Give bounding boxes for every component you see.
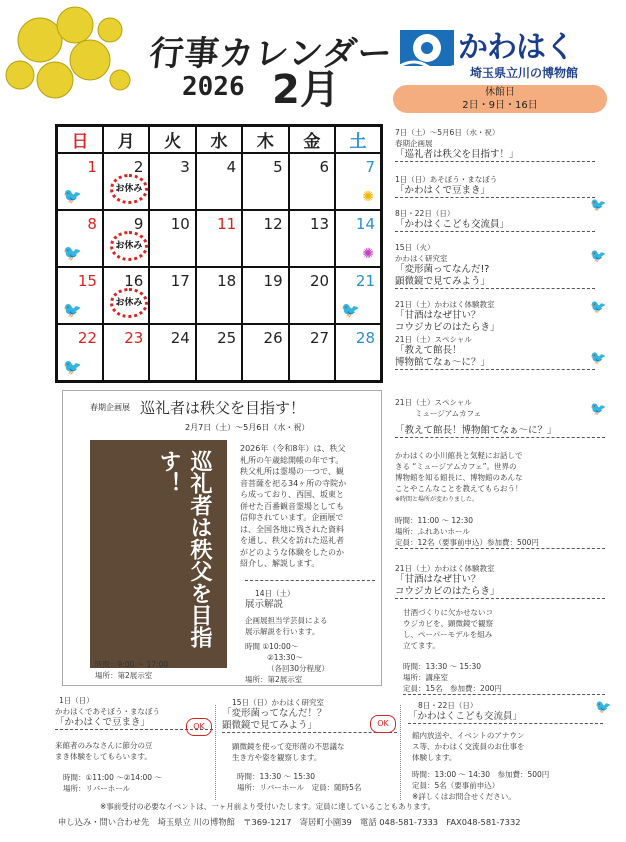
body-line: 顕微鏡を使って変形菌の不思議な xyxy=(232,742,345,751)
event-title: コウジカビのはたらき」 xyxy=(395,322,500,333)
event-date: 21日（土）スペシャル xyxy=(395,335,472,344)
closed-mark: お休み xyxy=(110,288,148,318)
feature-info xyxy=(95,659,168,681)
body-line: 生き方や姿を観察します。 xyxy=(232,753,322,762)
closed-mark: お休み xyxy=(110,231,148,261)
day-cell[interactable]: 24 xyxy=(149,324,195,381)
event-title: 「かわはくこども交流員」 xyxy=(408,711,603,724)
note: ※時間と場所が変わりました。 xyxy=(395,496,479,503)
note: ※詳しくはお問合せください。 xyxy=(412,792,516,801)
day-cell[interactable]: 8 🐦 xyxy=(57,210,103,267)
body-line: 企画展担当学芸員による xyxy=(245,616,328,625)
year: 2026 xyxy=(182,72,245,102)
day-cell[interactable]: 1 🐦 xyxy=(57,153,103,210)
event-place: 場所：講座室 xyxy=(403,673,448,682)
weekday: 土 xyxy=(335,126,381,154)
body-line: 秩父札所は霊場の一つで、観 xyxy=(240,467,344,476)
page-title: 行事カレンダー xyxy=(147,34,395,74)
body-line: きる “ミュージアムカフェ”。世界の xyxy=(395,462,517,471)
kingfisher-icon: 🐦 xyxy=(63,301,82,319)
bottom-event-3 xyxy=(408,700,603,802)
event-category: かわはくであそぼう・まなぼう xyxy=(55,707,160,716)
weekday: 水 xyxy=(196,126,242,154)
event-date: 7日（土）～5月6日（水・祝） xyxy=(395,128,500,137)
day-cell[interactable]: 17 xyxy=(149,267,195,324)
day-cell[interactable]: 2 お休み xyxy=(103,153,149,210)
feature-category: 春期企画展 xyxy=(90,403,130,412)
event-time: 時間：13:00 ～ 14:30 参加費：500円 xyxy=(412,770,550,779)
body-line: ス等、かわはく交流員のお仕事を xyxy=(412,742,525,751)
body-line: 信仰されています。企画展で xyxy=(240,513,344,522)
kingfisher-icon: 🐦 xyxy=(595,700,612,715)
day-cell[interactable]: 4 xyxy=(196,153,242,210)
body-line: 館内放送や、イベントのアナウン xyxy=(412,731,525,740)
event-place: 場所：ふれあいホール xyxy=(395,527,470,536)
ok-badge: OK xyxy=(370,715,396,733)
event-date: 1日（日） xyxy=(59,696,94,705)
event-title: 「かわはくで豆まき」 xyxy=(55,717,213,730)
event-date: 14日（土） xyxy=(255,589,295,598)
event-time: 時間：11:00 ～ 12:30 xyxy=(395,516,473,525)
day-cell[interactable]: 12 xyxy=(242,210,288,267)
day-cell[interactable]: 3 xyxy=(149,153,195,210)
day-cell[interactable]: 6 xyxy=(289,153,335,210)
closed-days-box xyxy=(393,85,607,113)
weekday: 火 xyxy=(149,126,195,154)
body-line: は、全国各地に残された資料 xyxy=(240,524,344,534)
body-line: 来館者のみなさんに節分の豆 xyxy=(55,741,153,750)
day-cell[interactable]: 22 🐦 xyxy=(57,324,103,381)
event-place: 場所：リバーホール xyxy=(63,784,131,793)
weekday: 金 xyxy=(289,126,335,154)
day-cell[interactable]: 21 🐦 xyxy=(335,267,381,324)
event-place: 場所：第2展示室 xyxy=(245,675,303,684)
event-time: 時間 ①10:00～ xyxy=(245,642,299,651)
cafe-event xyxy=(395,397,605,549)
event-date: 8日・22日（日） xyxy=(418,701,478,710)
body-line: 併せた百番観音霊場としても xyxy=(240,501,344,511)
closed-label: 休館日 xyxy=(485,87,515,98)
feature-body xyxy=(240,443,380,570)
body-line: 音菩薩を祀る34ヶ所の寺院か xyxy=(240,478,347,488)
ok-badge: OK xyxy=(186,718,212,736)
event-fee: 定員：12名（要事前申込）参加費：500円 xyxy=(395,537,605,549)
event-title: 顕微鏡で見てみよう」 xyxy=(395,276,595,289)
bottom-event-1 xyxy=(55,695,213,794)
body-line: がどのような体験をしたのか xyxy=(240,547,344,557)
event-title: 「変形菌ってなんだ！？ xyxy=(222,708,327,719)
event-time: 時間：①11:00 ～②14:00 ～ xyxy=(63,773,162,782)
sun-icon: ✺ xyxy=(362,189,374,205)
kingfisher-icon: 🐦 xyxy=(63,244,82,262)
kingfisher-icon: 🐦 🐦 🐦 🐦 🐦 xyxy=(590,198,607,417)
gallery-talk xyxy=(245,588,385,685)
day-cell[interactable]: 25 xyxy=(196,324,242,381)
body-line: し、ペーパーモデルを組み xyxy=(403,630,493,639)
sun-icon: ✺ xyxy=(362,246,374,262)
logo: かわはく xyxy=(458,30,574,65)
footer-contact: 申し込み・問い合わせ先 埼玉県立 川の博物館 〒369-1217 寄居町小園39 電話 048-581-7333 FAX048-581-7332 xyxy=(58,817,521,827)
body-line: 甘酒づくりに欠かせないコ xyxy=(403,608,493,617)
event-list xyxy=(395,127,595,370)
event-time: 時間：9:00 ～ 17:00 xyxy=(95,660,169,669)
body-line: まき体験をしてもらいます。 xyxy=(55,752,152,761)
event-time: 時間：13:30 ～ 15:30 xyxy=(403,662,481,671)
event-date: 15日（日）かわはく研究室 xyxy=(232,698,325,707)
kingfisher-icon: 🐦 xyxy=(341,301,360,319)
event-time: 時間：13:30 ～ 15:30 xyxy=(237,772,315,781)
event-title: 博物館てなぁ～に？」 xyxy=(395,357,595,370)
poster-image xyxy=(90,440,227,668)
event-title: 「巡礼者は秩父を目指す！」 xyxy=(395,149,595,162)
footer-note: ※事前受付の必要なイベントは、一ヶ月前より受付いたします。定員に達していることもあります。 xyxy=(100,802,436,811)
workshop-event xyxy=(395,563,605,695)
weekday: 日 xyxy=(57,126,103,154)
day-cell[interactable]: 14 ✺ xyxy=(335,210,381,267)
body-line: ウジカビを、顕微鏡で観察 xyxy=(403,619,493,628)
event-fee: 定員：5名（要事前申込） xyxy=(412,781,500,790)
event-category: ミュージアムカフェ xyxy=(415,409,482,418)
divider xyxy=(245,580,375,581)
day-cell[interactable]: 20 xyxy=(289,267,335,324)
day-cell[interactable]: 18 xyxy=(196,267,242,324)
body-line: 体験します。 xyxy=(412,753,457,762)
logo-icon xyxy=(400,24,456,74)
bottom-event-2 xyxy=(222,697,397,793)
day-cell[interactable]: 28 xyxy=(335,324,381,381)
body-line: 札所の午歳総開帳の年です。 xyxy=(240,455,344,465)
day-cell[interactable]: 27 xyxy=(289,324,335,381)
body-line: ら成っており、西国、坂東と xyxy=(240,490,344,499)
event-time: （各回30分程度） xyxy=(267,664,330,673)
day-cell[interactable]: 11 xyxy=(196,210,242,267)
body-line: ことやこんなことを教えてもらおう！ xyxy=(395,484,523,493)
closed-days: 2日・9日・16日 xyxy=(462,100,538,111)
body-line: 立てます。 xyxy=(403,641,440,650)
event-date: 8日・22日（日） xyxy=(395,209,455,218)
day-cell[interactable]: 23 xyxy=(103,324,149,381)
weekday: 月 xyxy=(103,126,149,154)
event-place: 場所：第2展示室 xyxy=(95,671,153,680)
event-title: 「甘酒はなぜ甘い？ xyxy=(395,574,481,585)
day-cell[interactable]: 10 xyxy=(149,210,195,267)
event-date: 1日（日）あそぼう・まなぼう xyxy=(395,175,498,184)
poster-title: 巡礼者は秩父を目指す！ xyxy=(156,450,212,648)
logo-subtitle: 埼玉県立川の博物館 xyxy=(470,66,579,80)
body-line: 2026年（令和8年）は、秩父 xyxy=(240,444,346,453)
kingfisher-icon: 🐦 xyxy=(63,357,82,376)
event-category: 春期企画展 xyxy=(395,139,433,148)
event-title: 「教えて館長！ xyxy=(395,345,462,356)
divider xyxy=(215,705,216,800)
event-date: 21日（土）かわはく体験教室 xyxy=(395,300,495,309)
divider xyxy=(400,705,401,800)
event-title: コウジカビのはたらき」 xyxy=(395,586,605,599)
feature-date: 2月7日（土）～5月6日（水・祝） xyxy=(185,423,310,432)
day-cell[interactable]: 7 ✺ xyxy=(335,153,381,210)
day-cell[interactable]: 5 xyxy=(242,153,288,210)
event-place: 場所：リバーホール 定員：随時5名 xyxy=(237,783,362,792)
event-title: 「教えて館長！博物館てなぁ～に？」 xyxy=(395,425,605,438)
feature-title: 巡礼者は秩父を目指す！ xyxy=(140,399,306,417)
event-title: 「変形菌ってなんだ!? xyxy=(395,264,490,275)
calendar xyxy=(55,124,383,383)
event-date: 21日（土）スペシャル xyxy=(395,398,472,407)
body-line: 展示解説を行います。 xyxy=(245,627,320,636)
event-title: 顕微鏡で見てみよう」 xyxy=(222,720,397,733)
day-cell[interactable]: 26 xyxy=(242,324,288,381)
event-date: 15日（火） xyxy=(395,243,435,252)
event-time: ②13:30～ xyxy=(267,653,303,662)
event-title: 展示解説 xyxy=(245,599,284,610)
day-cell[interactable]: 15 🐦 xyxy=(57,267,103,324)
body-line: を通し、秩父を訪れた巡礼者 xyxy=(240,536,344,545)
event-title: 「かわはくこども交流員」 xyxy=(395,219,595,232)
closed-mark: お休み xyxy=(110,174,148,204)
day-cell[interactable]: 13 xyxy=(289,210,335,267)
event-title: 「甘酒はなぜ甘い？ xyxy=(395,310,481,321)
month: 2月 xyxy=(272,67,340,113)
event-fee: 定員：15名 参加費：200円 xyxy=(403,683,605,695)
day-cell[interactable]: 16 お休み xyxy=(103,267,149,324)
weekday: 木 xyxy=(242,126,288,154)
event-date: 21日（土）かわはく体験教室 xyxy=(395,564,495,573)
body-line: 紹介し、解説します。 xyxy=(240,559,320,568)
event-category: かわはく研究室 xyxy=(395,254,448,263)
day-cell[interactable]: 9 お休み xyxy=(103,210,149,267)
event-title: 「かわはくで豆まき」 xyxy=(395,185,595,198)
day-cell[interactable]: 19 xyxy=(242,267,288,324)
body-line: 博物館を知る館長に、博物館のあんな xyxy=(395,473,523,482)
kingfisher-icon: 🐦 xyxy=(63,187,82,205)
body-line: かわはくの小川館長と気軽にお話しで xyxy=(395,451,523,460)
flower-decoration xyxy=(0,0,150,130)
